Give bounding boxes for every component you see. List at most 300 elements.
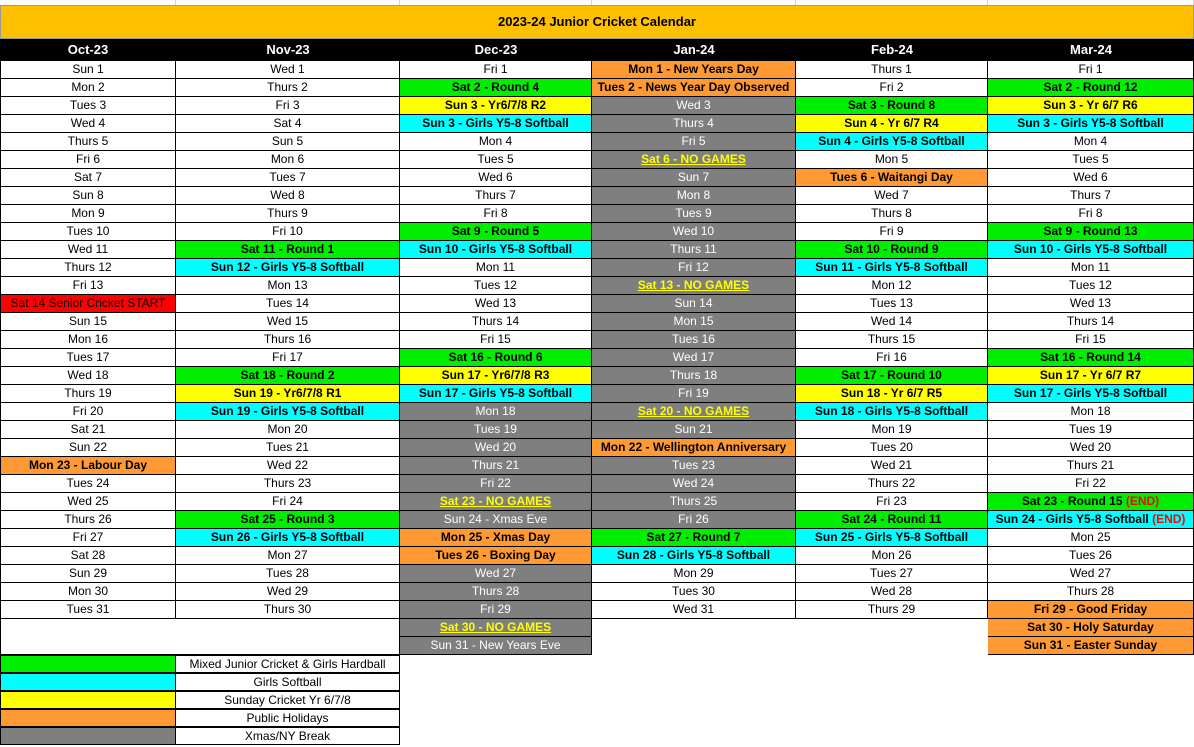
day-label: Thurs 16: [263, 332, 312, 346]
day-label: Fri 8: [1078, 206, 1103, 220]
day-label: Tues 31: [66, 602, 110, 616]
day-label: Fri 29: [480, 602, 511, 616]
day-label: Sun 26 - Girls Y5-8 Softball: [210, 530, 365, 544]
day-cell[interactable]: [988, 385, 1194, 403]
day-cell[interactable]: [796, 295, 988, 313]
day-cell[interactable]: [0, 529, 176, 547]
day-cell[interactable]: [796, 115, 988, 133]
day-cell[interactable]: [176, 385, 400, 403]
day-cell[interactable]: [796, 439, 988, 457]
day-cell[interactable]: [0, 421, 176, 439]
day-cell[interactable]: [0, 601, 176, 619]
day-cell[interactable]: [592, 565, 796, 583]
day-label: Sun 31 - New Years Eve: [430, 638, 561, 652]
day-cell[interactable]: [176, 565, 400, 583]
day-label: Sat 16 - Round 14: [1040, 350, 1141, 364]
day-label: Thurs 14: [471, 314, 520, 328]
day-label: Fri 10: [272, 224, 303, 238]
day-cell[interactable]: [796, 133, 988, 151]
day-cell[interactable]: [400, 475, 592, 493]
day-cell[interactable]: [400, 151, 592, 169]
day-label: Fri 26: [678, 512, 709, 526]
day-cell[interactable]: [592, 511, 796, 529]
day-cell[interactable]: [796, 493, 988, 511]
day-cell[interactable]: [176, 529, 400, 547]
legend-label: Mixed Junior Cricket & Girls Hardball: [176, 655, 400, 673]
day-label: Wed 20: [474, 440, 517, 454]
day-label: Tues 24: [66, 476, 110, 490]
day-label: Fri 22: [480, 476, 511, 490]
day-cell[interactable]: [592, 421, 796, 439]
day-cell[interactable]: [176, 259, 400, 277]
day-cell[interactable]: [592, 529, 796, 547]
day-cell[interactable]: [592, 133, 796, 151]
day-label: Wed 4: [70, 116, 106, 130]
day-label: Wed 17: [672, 350, 715, 364]
day-cell[interactable]: [176, 349, 400, 367]
day-cell[interactable]: [796, 403, 988, 421]
day-cell[interactable]: [0, 115, 176, 133]
day-label: Mon 30: [67, 584, 109, 598]
day-cell[interactable]: [592, 493, 796, 511]
month-header-nov-23[interactable]: Nov-23: [176, 39, 400, 61]
day-label: Tues 12: [1069, 278, 1112, 292]
day-cell[interactable]: [592, 403, 796, 421]
day-label: Sat 7: [73, 170, 103, 184]
month-header-dec-23[interactable]: Dec-23: [400, 39, 592, 61]
day-label: Fri 16: [876, 350, 907, 364]
day-cell[interactable]: [176, 421, 400, 439]
day-cell[interactable]: [988, 313, 1194, 331]
day-cell[interactable]: [176, 115, 400, 133]
day-cell[interactable]: [988, 601, 1194, 619]
day-label: Wed 10: [672, 224, 715, 238]
day-label: Sun 3 - Yr6/7/8 R2: [444, 98, 547, 112]
day-label: Thurs 15: [867, 332, 916, 346]
day-cell[interactable]: [176, 583, 400, 601]
day-cell[interactable]: [176, 223, 400, 241]
day-cell[interactable]: [0, 259, 176, 277]
day-cell[interactable]: [400, 637, 592, 655]
day-cell[interactable]: [400, 295, 592, 313]
day-label: Tues 10: [66, 224, 110, 238]
day-cell[interactable]: [400, 169, 592, 187]
day-cell[interactable]: [400, 259, 592, 277]
day-cell[interactable]: [592, 151, 796, 169]
day-label: Mon 18: [1070, 404, 1111, 418]
day-label: Sun 7: [677, 170, 710, 184]
day-label: Sun 8: [72, 188, 104, 202]
day-label: Thurs 19: [64, 386, 112, 400]
day-cell[interactable]: [592, 61, 796, 79]
day-cell[interactable]: [796, 511, 988, 529]
day-cell[interactable]: [0, 349, 176, 367]
day-label: Mon 2: [71, 80, 105, 94]
day-label: Mon 15: [673, 314, 714, 328]
day-cell[interactable]: [592, 241, 796, 259]
day-cell[interactable]: [400, 79, 592, 97]
day-label: Fri 9: [879, 224, 904, 238]
day-cell[interactable]: [176, 511, 400, 529]
day-cell[interactable]: [796, 187, 988, 205]
day-cell[interactable]: [592, 187, 796, 205]
day-label: Sat 17 - Round 10: [841, 368, 942, 382]
day-label: Tues 19: [1069, 422, 1112, 436]
day-label: Sat 14 Senior Cricket START: [10, 296, 166, 310]
day-cell[interactable]: [400, 385, 592, 403]
day-label: Sun 18 - Girls Y5-8 Softball: [814, 404, 969, 418]
day-cell[interactable]: [176, 439, 400, 457]
day-cell[interactable]: [988, 97, 1194, 115]
day-cell[interactable]: [400, 511, 592, 529]
day-cell[interactable]: [176, 475, 400, 493]
day-cell[interactable]: [592, 475, 796, 493]
day-cell[interactable]: [0, 223, 176, 241]
day-cell[interactable]: [592, 223, 796, 241]
day-cell[interactable]: [988, 637, 1194, 655]
day-label: Tues 6 - Waitangi Day: [830, 170, 953, 184]
day-cell[interactable]: [400, 457, 592, 475]
day-label: Sun 4 - Girls Y5-8 Softball: [818, 134, 965, 148]
day-cell[interactable]: [988, 475, 1194, 493]
day-label: Wed 22: [266, 458, 309, 472]
day-cell[interactable]: [988, 241, 1194, 259]
day-label: Sun 12 - Girls Y5-8 Softball: [210, 260, 365, 274]
day-cell[interactable]: [0, 79, 176, 97]
day-label: Fri 19: [678, 386, 709, 400]
day-label: Thurs 29: [867, 602, 916, 616]
day-cell[interactable]: [400, 223, 592, 241]
day-cell[interactable]: [796, 205, 988, 223]
day-label: Sun 17 - Girls Y5-8 Softball: [418, 386, 573, 400]
day-label: Sun 1: [72, 62, 104, 76]
day-cell[interactable]: [400, 187, 592, 205]
day-cell[interactable]: [988, 619, 1194, 637]
day-cell[interactable]: [592, 385, 796, 403]
day-label: Wed 1: [270, 62, 305, 76]
day-label: Fri 1: [483, 62, 508, 76]
day-cell[interactable]: [988, 403, 1194, 421]
day-cell[interactable]: [176, 79, 400, 97]
day-cell[interactable]: [796, 241, 988, 259]
day-label: Sat 18 - Round 2: [240, 368, 335, 382]
day-cell[interactable]: [592, 457, 796, 475]
day-cell[interactable]: [796, 565, 988, 583]
day-cell[interactable]: [796, 331, 988, 349]
day-cell[interactable]: [988, 493, 1194, 511]
day-label: Tues 27: [870, 566, 913, 580]
legend-swatch: [0, 709, 176, 727]
day-cell[interactable]: [400, 133, 592, 151]
day-cell[interactable]: [176, 403, 400, 421]
day-label: Sat 11 - Round 1: [240, 242, 335, 256]
day-label: Mon 4: [1073, 134, 1108, 148]
day-cell[interactable]: [592, 331, 796, 349]
day-cell[interactable]: [592, 277, 796, 295]
day-cell[interactable]: [592, 583, 796, 601]
day-cell[interactable]: [796, 421, 988, 439]
day-cell[interactable]: [400, 403, 592, 421]
day-cell[interactable]: [988, 79, 1194, 97]
day-label: Wed 27: [1069, 566, 1112, 580]
day-cell[interactable]: [592, 97, 796, 115]
day-cell[interactable]: [176, 277, 400, 295]
day-label: Mon 13: [267, 278, 308, 292]
month-header-jan-24[interactable]: Jan-24: [592, 39, 796, 61]
day-label: Thurs 25: [669, 494, 718, 508]
day-cell[interactable]: [796, 61, 988, 79]
day-cell[interactable]: [988, 583, 1194, 601]
day-cell[interactable]: [988, 61, 1194, 79]
day-label: Mon 25: [1070, 530, 1111, 544]
day-label: Fri 17: [272, 350, 303, 364]
day-label: Sat 24 - Round 11: [841, 512, 942, 526]
day-cell[interactable]: [400, 583, 592, 601]
day-cell[interactable]: [0, 367, 176, 385]
day-cell[interactable]: [988, 439, 1194, 457]
day-label: Sun 19 - Girls Y5-8 Softball: [210, 404, 365, 418]
day-cell[interactable]: [400, 529, 592, 547]
day-cell[interactable]: [400, 61, 592, 79]
day-cell[interactable]: [592, 349, 796, 367]
day-cell[interactable]: [988, 529, 1194, 547]
day-cell[interactable]: [400, 313, 592, 331]
day-cell[interactable]: [0, 241, 176, 259]
day-cell[interactable]: [592, 169, 796, 187]
day-cell[interactable]: [0, 295, 176, 313]
day-cell[interactable]: [0, 493, 176, 511]
day-label: Thurs 28: [471, 584, 520, 598]
day-cell[interactable]: [0, 565, 176, 583]
day-cell[interactable]: [592, 79, 796, 97]
day-cell[interactable]: [176, 97, 400, 115]
day-cell[interactable]: [0, 457, 176, 475]
day-label: Wed 3: [676, 98, 711, 112]
day-cell[interactable]: [0, 187, 176, 205]
day-label: Fri 29 - Good Friday: [1033, 602, 1148, 616]
day-cell[interactable]: [176, 457, 400, 475]
day-cell[interactable]: [0, 133, 176, 151]
day-cell[interactable]: [988, 115, 1194, 133]
day-label: Wed 6: [1073, 170, 1108, 184]
month-header-oct-23[interactable]: Oct-23: [0, 39, 176, 61]
day-label: Tues 14: [266, 296, 309, 310]
day-cell[interactable]: [176, 295, 400, 313]
day-cell[interactable]: [796, 349, 988, 367]
day-cell[interactable]: [592, 601, 796, 619]
day-label: Fri 24: [272, 494, 303, 508]
day-cell[interactable]: [400, 439, 592, 457]
day-cell[interactable]: [176, 205, 400, 223]
day-cell[interactable]: [592, 367, 796, 385]
day-cell[interactable]: [0, 97, 176, 115]
day-cell[interactable]: [592, 313, 796, 331]
day-cell[interactable]: [400, 205, 592, 223]
day-label: Mon 16: [67, 332, 109, 346]
day-label: Tues 17: [66, 350, 110, 364]
day-label: Fri 3: [275, 98, 300, 112]
day-cell[interactable]: [796, 601, 988, 619]
day-label: Fri 15: [1075, 332, 1106, 346]
day-cell[interactable]: [988, 349, 1194, 367]
day-cell[interactable]: [0, 475, 176, 493]
day-label: Thurs 23: [263, 476, 312, 490]
day-cell[interactable]: [988, 565, 1194, 583]
day-label: Fri 20: [72, 404, 104, 418]
day-label: Thurs 28: [1066, 584, 1115, 598]
day-cell[interactable]: [176, 331, 400, 349]
day-label: Sun 31 - Easter Sunday: [1023, 638, 1158, 652]
day-cell[interactable]: [796, 457, 988, 475]
legend-label: Sunday Cricket Yr 6/7/8: [176, 691, 400, 709]
day-label: Mon 6: [270, 152, 305, 166]
day-cell[interactable]: [988, 169, 1194, 187]
day-label: Sat 9 - Round 13: [1043, 224, 1138, 238]
day-label: Sat 10 - Round 9: [844, 242, 939, 256]
day-label: Thurs 18: [669, 368, 718, 382]
day-label: Thurs 5: [67, 134, 109, 148]
day-cell[interactable]: [176, 187, 400, 205]
day-cell[interactable]: [400, 277, 592, 295]
day-cell[interactable]: [0, 547, 176, 565]
day-label: Sun 3 - Yr 6/7 R6: [1043, 98, 1138, 112]
day-cell[interactable]: [592, 115, 796, 133]
day-cell[interactable]: [796, 97, 988, 115]
day-label: Sun 3 - Girls Y5-8 Softball: [1017, 116, 1164, 130]
day-cell[interactable]: [176, 61, 400, 79]
day-cell[interactable]: [176, 133, 400, 151]
day-cell[interactable]: [796, 223, 988, 241]
day-cell[interactable]: [400, 241, 592, 259]
day-cell[interactable]: [592, 259, 796, 277]
day-cell[interactable]: [988, 367, 1194, 385]
day-cell[interactable]: [176, 313, 400, 331]
day-label: Wed 7: [874, 188, 909, 202]
day-cell[interactable]: [796, 313, 988, 331]
day-label: Tues 9: [675, 206, 712, 220]
day-cell[interactable]: [988, 151, 1194, 169]
day-cell[interactable]: [400, 565, 592, 583]
month-header-feb-24[interactable]: Feb-24: [796, 39, 988, 61]
day-label: Sun 14: [674, 296, 713, 310]
day-cell[interactable]: [988, 421, 1194, 439]
day-cell[interactable]: [0, 169, 176, 187]
day-cell[interactable]: [400, 97, 592, 115]
day-label: Sat 30 - Holy Saturday: [1027, 620, 1154, 634]
calendar-title[interactable]: 2023-24 Junior Cricket Calendar: [0, 5, 1194, 39]
day-label: Thurs 7: [475, 188, 516, 202]
day-cell[interactable]: [988, 223, 1194, 241]
day-cell[interactable]: [592, 205, 796, 223]
day-cell[interactable]: [988, 259, 1194, 277]
day-cell[interactable]: [176, 151, 400, 169]
day-label: Sun 28 - Girls Y5-8 Softball: [616, 548, 771, 562]
day-cell[interactable]: [176, 493, 400, 511]
day-label: Mon 29: [673, 566, 714, 580]
day-cell[interactable]: [400, 619, 592, 637]
day-cell[interactable]: [796, 583, 988, 601]
day-label: Sat 4: [273, 116, 302, 130]
day-cell[interactable]: [0, 403, 176, 421]
day-cell[interactable]: [796, 547, 988, 565]
day-label: Sat 9 - Round 5: [451, 224, 540, 238]
day-cell[interactable]: [796, 475, 988, 493]
day-cell[interactable]: [400, 349, 592, 367]
day-cell[interactable]: [988, 331, 1194, 349]
day-cell[interactable]: [0, 151, 176, 169]
day-cell[interactable]: [988, 205, 1194, 223]
day-cell[interactable]: [400, 547, 592, 565]
legend-swatch: [0, 673, 176, 691]
day-cell[interactable]: [0, 61, 176, 79]
month-header-mar-24[interactable]: Mar-24: [988, 39, 1194, 61]
day-label: Tues 19: [474, 422, 517, 436]
day-cell[interactable]: [796, 259, 988, 277]
day-cell[interactable]: [0, 439, 176, 457]
day-cell[interactable]: [988, 295, 1194, 313]
day-cell[interactable]: [0, 313, 176, 331]
day-label: Sun 10 - Girls Y5-8 Softball: [418, 242, 573, 256]
day-cell[interactable]: [592, 295, 796, 313]
day-label: Fri 22: [1075, 476, 1106, 490]
day-cell[interactable]: [988, 277, 1194, 295]
day-cell[interactable]: [176, 169, 400, 187]
day-cell[interactable]: [796, 151, 988, 169]
day-cell[interactable]: [0, 385, 176, 403]
day-label: Mon 19: [871, 422, 912, 436]
day-cell[interactable]: [796, 277, 988, 295]
day-cell[interactable]: [0, 331, 176, 349]
day-cell[interactable]: [400, 493, 592, 511]
day-cell[interactable]: [400, 421, 592, 439]
day-cell[interactable]: [592, 439, 796, 457]
day-label: Sat 2 - Round 12: [1043, 80, 1138, 94]
day-cell[interactable]: [796, 529, 988, 547]
day-cell[interactable]: [0, 583, 176, 601]
day-cell[interactable]: [988, 547, 1194, 565]
day-label: Thurs 21: [471, 458, 520, 472]
day-cell[interactable]: [400, 367, 592, 385]
day-cell[interactable]: [988, 187, 1194, 205]
day-cell[interactable]: [988, 133, 1194, 151]
day-cell[interactable]: [0, 277, 176, 295]
day-cell[interactable]: [400, 601, 592, 619]
day-cell[interactable]: [796, 367, 988, 385]
day-label: Wed 11: [67, 242, 109, 256]
day-cell[interactable]: [796, 385, 988, 403]
day-cell[interactable]: [988, 511, 1194, 529]
day-cell[interactable]: [796, 169, 988, 187]
day-cell[interactable]: [176, 601, 400, 619]
day-cell[interactable]: [176, 367, 400, 385]
day-label: Mon 11: [1070, 260, 1111, 274]
day-cell[interactable]: [400, 115, 592, 133]
day-cell[interactable]: [400, 331, 592, 349]
day-cell[interactable]: [0, 205, 176, 223]
day-cell[interactable]: [176, 547, 400, 565]
day-label: Sun 17 - Girls Y5-8 Softball: [1013, 386, 1168, 400]
day-cell[interactable]: [592, 547, 796, 565]
day-label: Tues 28: [266, 566, 309, 580]
day-cell[interactable]: [796, 79, 988, 97]
day-cell[interactable]: [176, 241, 400, 259]
day-label: Wed 6: [478, 170, 513, 184]
day-label: Mon 12: [871, 278, 912, 292]
day-cell[interactable]: [0, 511, 176, 529]
day-label: Fri 1: [1078, 62, 1103, 76]
day-cell[interactable]: [988, 457, 1194, 475]
day-label: Sun 4 - Yr 6/7 R4: [844, 116, 939, 130]
